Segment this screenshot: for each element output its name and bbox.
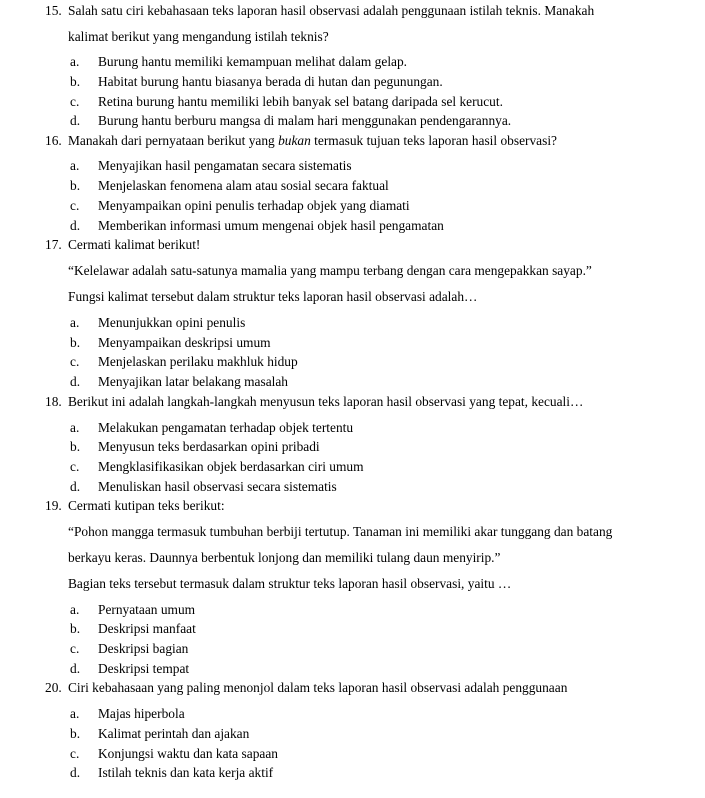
question-17-instruction: Cermati kalimat berikut! — [68, 237, 201, 252]
question-15-text-line-2: kalimat berikut yang mengandung istilah teknis? — [68, 29, 329, 44]
question-15-text-line-1: Salah satu ciri kebahasaan teks laporan hasil observasi adalah penggunaan istilah teknis. Manakah — [68, 3, 595, 18]
question-17-option-b-text: Menyampaikan deskripsi umum — [98, 335, 271, 350]
question-18-option-d-text: Menuliskan hasil observasi secara sistematis — [98, 479, 337, 494]
question-15-option-b-text: Habitat burung hantu biasanya berada di hutan dan pegunungan. — [98, 74, 443, 89]
question-18-option-a-letter: a. — [70, 420, 80, 435]
question-18-option-b-text: Menyusun teks berdasarkan opini pribadi — [98, 439, 320, 454]
question-17-option-d-text: Menyajikan latar belakang masalah — [98, 374, 288, 389]
question-19-option-d-letter: d. — [70, 661, 81, 676]
question-15-option-a-text: Burung hantu memiliki kemampuan melihat dalam gelap. — [98, 54, 408, 69]
question-17-prompt: Fungsi kalimat tersebut dalam struktur teks laporan hasil observasi adalah… — [68, 289, 478, 304]
question-20-option-d-text: Istilah teknis dan kata kerja aktif — [98, 765, 274, 780]
question-19-number: 19. — [45, 498, 62, 513]
question-20-option-b-text: Kalimat perintah dan ajakan — [98, 726, 250, 741]
question-16-text — [68, 133, 557, 149]
question-16-option-c-letter: c. — [70, 198, 80, 213]
question-19-instruction: Cermati kutipan teks berikut: — [68, 498, 225, 513]
question-19-option-d-text: Deskripsi tempat — [98, 661, 190, 676]
question-19-quote-line-2: berkayu keras. Daunnya berbentuk lonjong dan memiliki tulang daun menyirip.” — [68, 550, 501, 565]
question-16-option-d-letter: d. — [70, 218, 81, 233]
question-19-option-a-text: Pernyataan umum — [98, 602, 196, 617]
question-19-option-a-letter: a. — [70, 602, 80, 617]
question-20-option-c-text: Konjungsi waktu dan kata sapaan — [98, 746, 278, 761]
question-19-option-c-letter: c. — [70, 641, 80, 656]
question-18-option-a-text: Melakukan pengamatan terhadap objek tertentu — [98, 420, 354, 435]
question-19-option-b-text: Deskripsi manfaat — [98, 621, 196, 636]
question-15-option-d-letter: d. — [70, 113, 81, 128]
question-17-option-c-text: Menjelaskan perilaku makhluk hidup — [98, 354, 298, 369]
question-18-option-d-letter: d. — [70, 479, 81, 494]
question-19-quote-line-1: “Pohon mangga termasuk tumbuhan berbiji tertutup. Tanaman ini memiliki akar tunggang dan batang — [68, 524, 613, 539]
question-16-option-a-text: Menyajikan hasil pengamatan secara sistematis — [98, 158, 352, 173]
question-19-option-c-text: Deskripsi bagian — [98, 641, 189, 656]
question-20-option-c-letter: c. — [70, 746, 80, 761]
question-17-option-a-text: Menunjukkan opini penulis — [98, 315, 246, 330]
question-20-option-d-letter: d. — [70, 765, 81, 780]
question-15-option-b-letter: b. — [70, 74, 81, 89]
question-20-option-b-letter: b. — [70, 726, 81, 741]
question-17-option-a-letter: a. — [70, 315, 80, 330]
question-16-text-after: termasuk tujuan teks laporan hasil observasi? — [310, 133, 557, 148]
question-17-option-b-letter: b. — [70, 335, 81, 350]
question-20-text: Ciri kebahasaan yang paling menonjol dalam teks laporan hasil observasi adalah penggunaan — [68, 680, 568, 695]
question-16-text-before: Manakah dari pernyataan berikut yang — [68, 133, 279, 148]
question-18-option-c-text: Mengklasifikasikan objek berdasarkan ciri umum — [98, 459, 364, 474]
question-15-option-c-letter: c. — [70, 94, 80, 109]
question-16-text-italic: bukan — [278, 133, 311, 148]
question-18-number: 18. — [45, 394, 62, 409]
question-17-number: 17. — [45, 237, 62, 252]
question-20-number: 20. — [45, 680, 62, 695]
question-19-option-b-letter: b. — [70, 621, 81, 636]
question-20-option-a-text: Majas hiperbola — [98, 706, 185, 721]
question-15-option-c-text: Retina burung hantu memiliki lebih banyak sel batang daripada sel kerucut. — [98, 94, 503, 109]
question-16-option-c-text: Menyampaikan opini penulis terhadap objek yang diamati — [98, 198, 410, 213]
question-16-number: 16. — [45, 133, 62, 148]
question-16-option-b-letter: b. — [70, 178, 81, 193]
question-16-option-b-text: Menjelaskan fenomena alam atau sosial secara faktual — [98, 178, 389, 193]
question-16-option-a-letter: a. — [70, 158, 80, 173]
question-18-text: Berikut ini adalah langkah-langkah menyusun teks laporan hasil observasi yang tepat, kecuali… — [68, 394, 584, 409]
question-15-option-d-text: Burung hantu berburu mangsa di malam hari menggunakan pendengarannya. — [98, 113, 512, 128]
question-20-option-a-letter: a. — [70, 706, 80, 721]
question-18-option-b-letter: b. — [70, 439, 81, 454]
question-15-option-a-letter: a. — [70, 54, 80, 69]
question-18-option-c-letter: c. — [70, 459, 80, 474]
question-19-prompt: Bagian teks tersebut termasuk dalam struktur teks laporan hasil observasi, yaitu … — [68, 576, 512, 591]
question-16-option-d-text: Memberikan informasi umum mengenai objek hasil pengamatan — [98, 218, 444, 233]
question-17-quote: “Kelelawar adalah satu-satunya mamalia yang mampu terbang dengan cara mengepakkan sayap.” — [68, 263, 592, 278]
question-15-number: 15. — [45, 3, 62, 18]
question-17-option-c-letter: c. — [70, 354, 80, 369]
question-17-option-d-letter: d. — [70, 374, 81, 389]
